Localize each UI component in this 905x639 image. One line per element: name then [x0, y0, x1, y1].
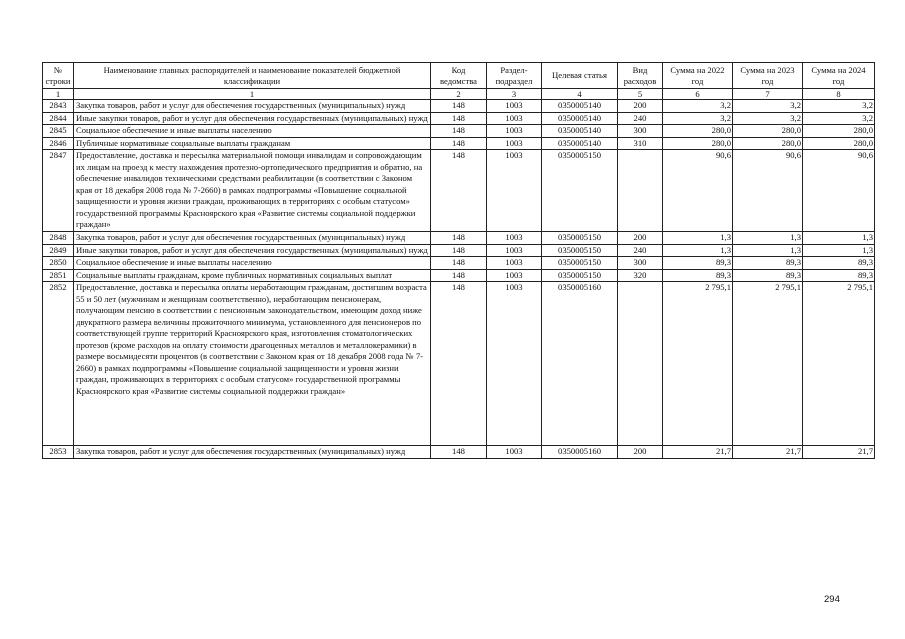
- row-section: 1003: [487, 137, 542, 150]
- table-row: [43, 150, 875, 232]
- row-name: Иные закупки товаров, работ и услуг для обеспечения государственных (муниципальных) нужд: [74, 244, 431, 257]
- row-sum-2024: 2 795,1: [803, 282, 875, 446]
- row-number: 2847: [43, 150, 74, 232]
- row-number: 2844: [43, 112, 74, 125]
- row-exp-type: 200: [618, 446, 663, 459]
- row-exp-type: 200: [618, 231, 663, 244]
- row-sum-2023: 1,3: [733, 231, 803, 244]
- column-number: 1: [43, 89, 74, 100]
- row-number: 2851: [43, 269, 74, 282]
- row-dept-code: 148: [431, 269, 487, 282]
- table-row: [43, 257, 875, 270]
- table-row: [43, 100, 875, 113]
- row-sum-2024: 90,6: [803, 150, 875, 232]
- row-sum-2023: 280,0: [733, 137, 803, 150]
- row-sum-2022: 90,6: [663, 150, 733, 232]
- header-row: [43, 63, 875, 89]
- row-exp-type: 310: [618, 137, 663, 150]
- row-section: 1003: [487, 150, 542, 232]
- row-target: 0350005160: [542, 282, 618, 446]
- header-num: № строки: [43, 63, 74, 89]
- table-row: [43, 282, 875, 446]
- row-section: 1003: [487, 257, 542, 270]
- row-number: 2852: [43, 282, 74, 446]
- row-section: 1003: [487, 100, 542, 113]
- budget-table: [42, 62, 875, 459]
- row-exp-type: 240: [618, 112, 663, 125]
- row-section: 1003: [487, 269, 542, 282]
- row-sum-2024: 21,7: [803, 446, 875, 459]
- header-sum-2023: Сумма на 2023 год: [733, 63, 803, 89]
- row-target: 0350005150: [542, 150, 618, 232]
- row-exp-type: 200: [618, 100, 663, 113]
- row-number: 2850: [43, 257, 74, 270]
- row-sum-2024: 280,0: [803, 125, 875, 138]
- table-row: [43, 112, 875, 125]
- row-section: 1003: [487, 112, 542, 125]
- row-sum-2023: 89,3: [733, 257, 803, 270]
- row-exp-type: 300: [618, 125, 663, 138]
- row-sum-2023: 2 795,1: [733, 282, 803, 446]
- row-sum-2022: 280,0: [663, 137, 733, 150]
- column-number: 2: [431, 89, 487, 100]
- column-number-row: [43, 89, 875, 100]
- row-sum-2022: 1,3: [663, 231, 733, 244]
- row-sum-2024: 1,3: [803, 231, 875, 244]
- row-sum-2024: 280,0: [803, 137, 875, 150]
- row-target: 0350005140: [542, 112, 618, 125]
- row-sum-2023: 89,3: [733, 269, 803, 282]
- row-exp-type: [618, 282, 663, 446]
- header-exp-type: Вид расходов: [618, 63, 663, 89]
- row-sum-2023: 21,7: [733, 446, 803, 459]
- row-name: Иные закупки товаров, работ и услуг для обеспечения государственных (муниципальных) нужд: [74, 112, 431, 125]
- row-sum-2022: 1,3: [663, 244, 733, 257]
- table-row: [43, 244, 875, 257]
- row-sum-2022: 89,3: [663, 257, 733, 270]
- column-number: 5: [618, 89, 663, 100]
- row-number: 2845: [43, 125, 74, 138]
- row-dept-code: 148: [431, 282, 487, 446]
- row-dept-code: 148: [431, 446, 487, 459]
- row-name: Социальные выплаты гражданам, кроме публичных нормативных социальных выплат: [74, 269, 431, 282]
- row-target: 0350005140: [542, 137, 618, 150]
- header-name: Наименование главных распорядителей и наименование показателей бюджетной классификации: [74, 63, 431, 89]
- row-name: Предоставление, доставка и пересылка материальной помощи инвалидам и сопровождающим их лицам на проезд к месту нахождения протезно-ортопедического предприятия и обратно, на обеспечение инвалидов техническими средствами реабилитации (в соответствии с Законом края от 18 декабря 2008 года № 7-2660) в рамках подпрограммы «Повышение социальной защищенности и уровня жизни граждан, проживающих в территориях с особым статусом» государственной программы Красноярского края «Развитие системы социальной поддержки граждан»: [74, 150, 431, 232]
- table-row: [43, 125, 875, 138]
- row-sum-2023: 3,2: [733, 100, 803, 113]
- row-target: 0350005140: [542, 100, 618, 113]
- header-dept: Код ведомства: [431, 63, 487, 89]
- row-dept-code: 148: [431, 137, 487, 150]
- table-row: [43, 269, 875, 282]
- row-number: 2853: [43, 446, 74, 459]
- row-section: 1003: [487, 125, 542, 138]
- row-exp-type: [618, 150, 663, 232]
- row-target: 0350005160: [542, 446, 618, 459]
- row-exp-type: 300: [618, 257, 663, 270]
- row-sum-2023: 3,2: [733, 112, 803, 125]
- header-target: Целевая статья: [542, 63, 618, 89]
- row-dept-code: 148: [431, 257, 487, 270]
- row-section: 1003: [487, 282, 542, 446]
- page-number: 294: [824, 594, 840, 605]
- table-row: [43, 137, 875, 150]
- row-sum-2023: 90,6: [733, 150, 803, 232]
- row-sum-2023: 1,3: [733, 244, 803, 257]
- row-sum-2022: 21,7: [663, 446, 733, 459]
- row-section: 1003: [487, 244, 542, 257]
- row-sum-2024: 3,2: [803, 112, 875, 125]
- row-dept-code: 148: [431, 150, 487, 232]
- row-name: Социальное обеспечение и иные выплаты населению: [74, 125, 431, 138]
- row-number: 2848: [43, 231, 74, 244]
- row-name: Публичные нормативные социальные выплаты гражданам: [74, 137, 431, 150]
- row-exp-type: 320: [618, 269, 663, 282]
- row-dept-code: 148: [431, 100, 487, 113]
- row-number: 2849: [43, 244, 74, 257]
- row-sum-2022: 2 795,1: [663, 282, 733, 446]
- row-dept-code: 148: [431, 244, 487, 257]
- header-sum-2022: Сумма на 2022 год: [663, 63, 733, 89]
- row-sum-2024: 3,2: [803, 100, 875, 113]
- table-row: [43, 446, 875, 459]
- row-name: Социальное обеспечение и иные выплаты населению: [74, 257, 431, 270]
- row-number: 2846: [43, 137, 74, 150]
- row-sum-2024: 89,3: [803, 257, 875, 270]
- table-row: [43, 231, 875, 244]
- column-number: 8: [803, 89, 875, 100]
- header-section: Раздел-подраздел: [487, 63, 542, 89]
- row-sum-2022: 3,2: [663, 100, 733, 113]
- row-name: Закупка товаров, работ и услуг для обеспечения государственных (муниципальных) нужд: [74, 446, 431, 459]
- row-dept-code: 148: [431, 231, 487, 244]
- row-target: 0350005150: [542, 231, 618, 244]
- row-target: 0350005150: [542, 269, 618, 282]
- row-dept-code: 148: [431, 125, 487, 138]
- row-name: Закупка товаров, работ и услуг для обеспечения государственных (муниципальных) нужд: [74, 100, 431, 113]
- column-number: 6: [663, 89, 733, 100]
- header-sum-2024: Сумма на 2024 год: [803, 63, 875, 89]
- row-sum-2024: 1,3: [803, 244, 875, 257]
- row-section: 1003: [487, 231, 542, 244]
- row-exp-type: 240: [618, 244, 663, 257]
- column-number: 4: [542, 89, 618, 100]
- row-section: 1003: [487, 446, 542, 459]
- row-sum-2022: 280,0: [663, 125, 733, 138]
- row-name: Предоставление, доставка и пересылка оплаты неработающим гражданам, достигшим возраста 55 и 50 лет (мужчинам и женщинам соответственно), неработающим пенсионерам, получающим пенсию в соответствии с пенсионным законодательством, имеющим доход ниже двукратного размера величины прожиточного минимума, установленного для пенсионеров по соответствующей группе территорий Красноярского края, изготовления стоматологических протезов (кроме расходов на оплату стоимости драгоценных металлов и металлокерамики) в размере восьмидесяти процентов (в соответствии с Законом края от 18 декабря 2008 года № 7-2660) в рамках подпрограммы «Повышение социальной защищенности и уровня жизни граждан, проживающих в территориях с особым статусом» государственной программы Красноярского края «Развитие системы социальной поддержки граждан»: [74, 282, 431, 446]
- row-target: 0350005150: [542, 244, 618, 257]
- column-number: 7: [733, 89, 803, 100]
- row-sum-2023: 280,0: [733, 125, 803, 138]
- row-sum-2024: 89,3: [803, 269, 875, 282]
- row-sum-2022: 3,2: [663, 112, 733, 125]
- row-target: 0350005150: [542, 257, 618, 270]
- column-number: 1: [74, 89, 431, 100]
- row-name: Закупка товаров, работ и услуг для обеспечения государственных (муниципальных) нужд: [74, 231, 431, 244]
- row-sum-2022: 89,3: [663, 269, 733, 282]
- row-target: 0350005140: [542, 125, 618, 138]
- row-number: 2843: [43, 100, 74, 113]
- row-dept-code: 148: [431, 112, 487, 125]
- column-number: 3: [487, 89, 542, 100]
